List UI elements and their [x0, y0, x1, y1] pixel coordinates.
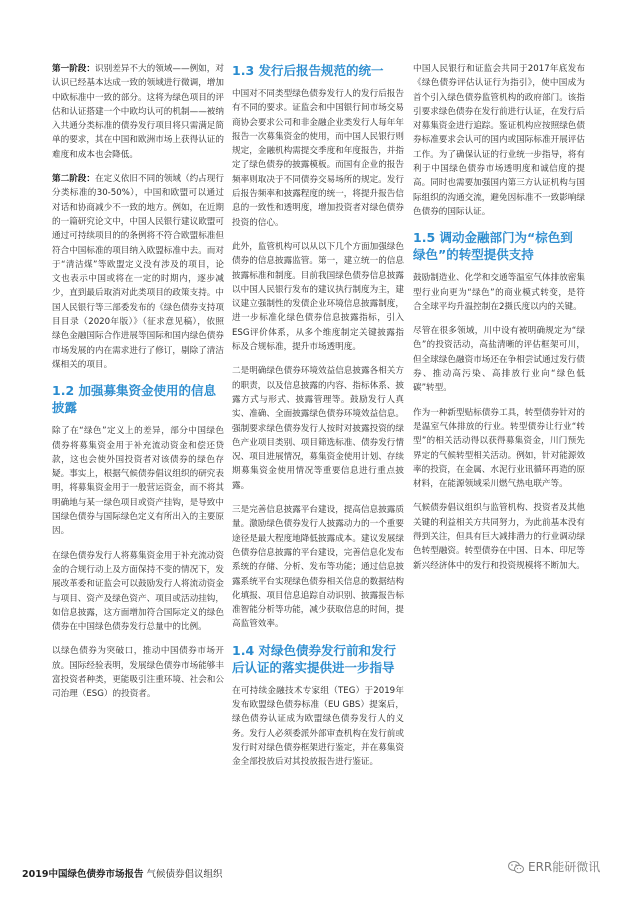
paragraph-1-5-d: 气候债券倡议组织与监管机构、投资者及其他关键的利益相关方共同努力，为此前基本没有得到关注，但具有巨大减排潜力的行业调动绿色转型融资。转型债券在中国、日本、印尼等新兴经济体中的发行和投资规模将不断加大。 — [413, 503, 585, 571]
watermark — [508, 858, 600, 875]
column-middle — [232, 62, 404, 779]
column-right — [413, 62, 585, 583]
paragraph-1-3-b: 此外，监管机构可以从以下几个方面加强绿色债券的信息披露监管。第一，建立统一的信息披露标准和制度。目前我国绿色债券信息披露以中国人民银行发布的建议执行制度为主，建议建立强制性的发债企业环境信息披露制度，进一步标准化绿色债券信息披露指标，引入ESG评价体系，从多个维度制定关键披露指标及合规标准，提升市场透明度。 — [232, 241, 404, 353]
paragraph-1-5-a: 鼓励制造业、化学和交通等温室气体排放密集型行业向更为“绿色”的商业模式转变，是符合全球平均升温控制在2摄氏度以内的关键。 — [413, 273, 585, 312]
paragraph-right-intro: 中国人民银行和证监会共同于2017年底发布《绿色债券评估认证行为指引》，使中国成为首个引入绿色债券监管机构的政府部门。该指引要求绿色债券在发行前进行认证，在发行后对募集资金进行追踪。鉴证机构应按照绿色债券标准要求会认可的国内或国际标准开展评估工作。为了确保认证的行业统一步指导，将有利于中国绿色债券市场透明度和诚信度的提高。同时也需要加强国内第三方认证机构与国际组织的沟通交流，避免因标准不一致影响绿色债券的国际认证。 — [413, 64, 585, 217]
heading-1-4: 1.4 对绿色债券发行前和发行后认证的落实提供进一步指导 — [232, 642, 396, 675]
paragraph-phase-one — [52, 62, 224, 162]
paragraph-1-3-d: 三是完善信息披露平台建设，提高信息披露质量。激励绿色债券发行人披露动力的一个重要途径是最大程度地降低披露成本。建议发展绿色债券信息披露的平台建设，完善信息化发布系统的存储、分析、发布等功能；通过信息披露系统平台实现绿色债券相关信息的数据结构化填报、项目信息追踪自动识别、披露报告标准智能分析等功能，减少获取信息的时间，提高监管效率。 — [232, 505, 404, 630]
paragraph-1-5-c: 作为一种新型贴标债券工具，转型债券针对的是温室气体排放的行业。转型债券让行业“转型”的相关活动得以获得募集资金，川门预先界定的气候转型相关活动。例如，针对能源效率的投资，在金属、水泥行业讯循环再造的原材料，在能源领域采川燃气热电联产等。 — [413, 407, 585, 490]
phase-two-label: 第二阶段： — [52, 174, 95, 185]
paragraph-1-2-a: 除了在“绿色”定义上的差异，部分中国绿色债券将募集资金用于补充流动资金和偿还贷款，这也会使外国投资者对该债券的绿色存疑。事实上，根据气候债券倡议组织的研究表明，将募集资金用于一般营运资金，而不将其明确地与某一绿色项目或资产挂钩，是导致中国绿色债券与国际绿色定义有所出入的主要原因。 — [52, 426, 224, 537]
paragraph-1-3-a: 中国对不同类型绿色债券发行人的发行后报告有不同的要求。证监会和中国银行间市场交易商协会要求公司和非金融企业类发行人每年年报告一次募集资金的使用，而中国人民银行则规定，金融机构需提交季度和年度报告，并指定了绿色债券的披露模板。而国有企业的报告频率则取决于不同债券交易场所的规定。发行后报告频率和披露程度的统一，将提升报告信息的一致性和透明度，增加投资者对绿色债券投资的信心。 — [232, 89, 404, 228]
heading-1-5: 1.5 调动金融部门为“棕色到绿色”的转型提供支持 — [413, 230, 573, 263]
column-left — [52, 62, 224, 712]
page-footer — [22, 866, 223, 880]
paragraph-1-3-c: 二是明确绿色债券环境效益信息披露各相关方的职责，以及信息披露的内容、指标体系、披露方式与形式、披露管理等。鼓励发行人真实、准确、全面披露绿色债券环境效益信息。强制要求绿色债券发行人按时对披露投资的绿色产业项目类别、项目筛选标准、债券发行情况、项目进展情况，募集资金使用计划、存续期募集资金使用情况等重要信息进行重点披露。 — [232, 366, 404, 491]
paragraph-1-2-b: 在绿色债券发行人将募集资金用于补充流动资金的合规行动上及方面保持不变的情况下，发展改革委和证监会可以鼓励发行人将流动资金与项目、资产及绿色资产、项目或活动挂钩，如信息披露，这方面增加符合国际定义的绿色债券在中国绿色债券发行总量中的比例。 — [52, 550, 224, 633]
phase-two-text: 在定义依旧不同的领域（约占现行分类标准的30-50%），中国和欧盟可以通过对话和协商减少不一致的地方。例如，在近期的一篇研究论文中，中国人民银行建议欧盟可通过可持续项目的的条例将不符合欧盟标准但符合中国标准的项目纳入欧盟标准中去。而对于“清洁煤”等欧盟定义没有涉及的项目，论文也表示中国或将在一定的时期内，逐步减少，直到最后取消对此类项目的政策支持。中国人民银行等三部委发布的《绿色债券支持项目目录（2020年版）》（征求意见稿），依照绿色金融国际合作进展等国际和国内绿色债券市场发展的内在需求进行了修订，剔除了清洁煤相关的项目。 — [52, 174, 224, 370]
footer-report-title: 2019中国绿色债券市场报告 — [22, 869, 144, 880]
heading-1-3: 1.3 发行后报告规范的统一 — [232, 63, 384, 78]
phase-one-label: 第一阶段： — [52, 64, 95, 74]
paragraph-1-2-c: 以绿色债券为突破口，推动中国债券市场开放。国际经验表明，发展绿色债券市场能够丰富投资者种类，更能吸引注重环境、社会和公司治理（ESG）的投资者。 — [52, 646, 224, 700]
paragraph-phase-two — [52, 172, 224, 372]
watermark-text: ERR能研微讯 — [528, 860, 601, 874]
paragraph-1-4-a: 在可持续金融技术专家组（TEG）于2019年发布欧盟绿色债券标准（EU GBS）提案后，绿色债券认证成为欧盟绿色债券发行人的义务。发行人必须委派外部审查机构在发行前或发行时对绿色债券框架进行鉴定，并在募集资金全部投放后对其投放报告进行鉴证。 — [232, 685, 404, 768]
phase-one-text: 识别差异不大的领域——例如，对认识已经基本达成一致的领域进行微调，增加中欧标准中一致的部分。这将为绿色项目的评估和认证搭建一个中欧均认可的机制——被纳入共通分类标准的债券发行项目将只需满足简单的要求，其在中国和欧洲市场上获得认证的难度和成本也会降低。 — [52, 64, 224, 160]
heading-1-2: 1.2 加强募集资金使用的信息披露 — [52, 383, 216, 416]
paragraph-1-5-b: 尽管在很多领域，川中设有被明确规定为“绿色”的投资活动，高盐清晰的评估框架可川，但全球绿色融资市场还在争相尝试通过发行债券、推动高污染、高排放行业向“绿色低碳”转型。 — [413, 326, 585, 394]
wechat-icon — [508, 860, 524, 874]
footer-org: 气候债券倡议组织 — [146, 869, 223, 880]
